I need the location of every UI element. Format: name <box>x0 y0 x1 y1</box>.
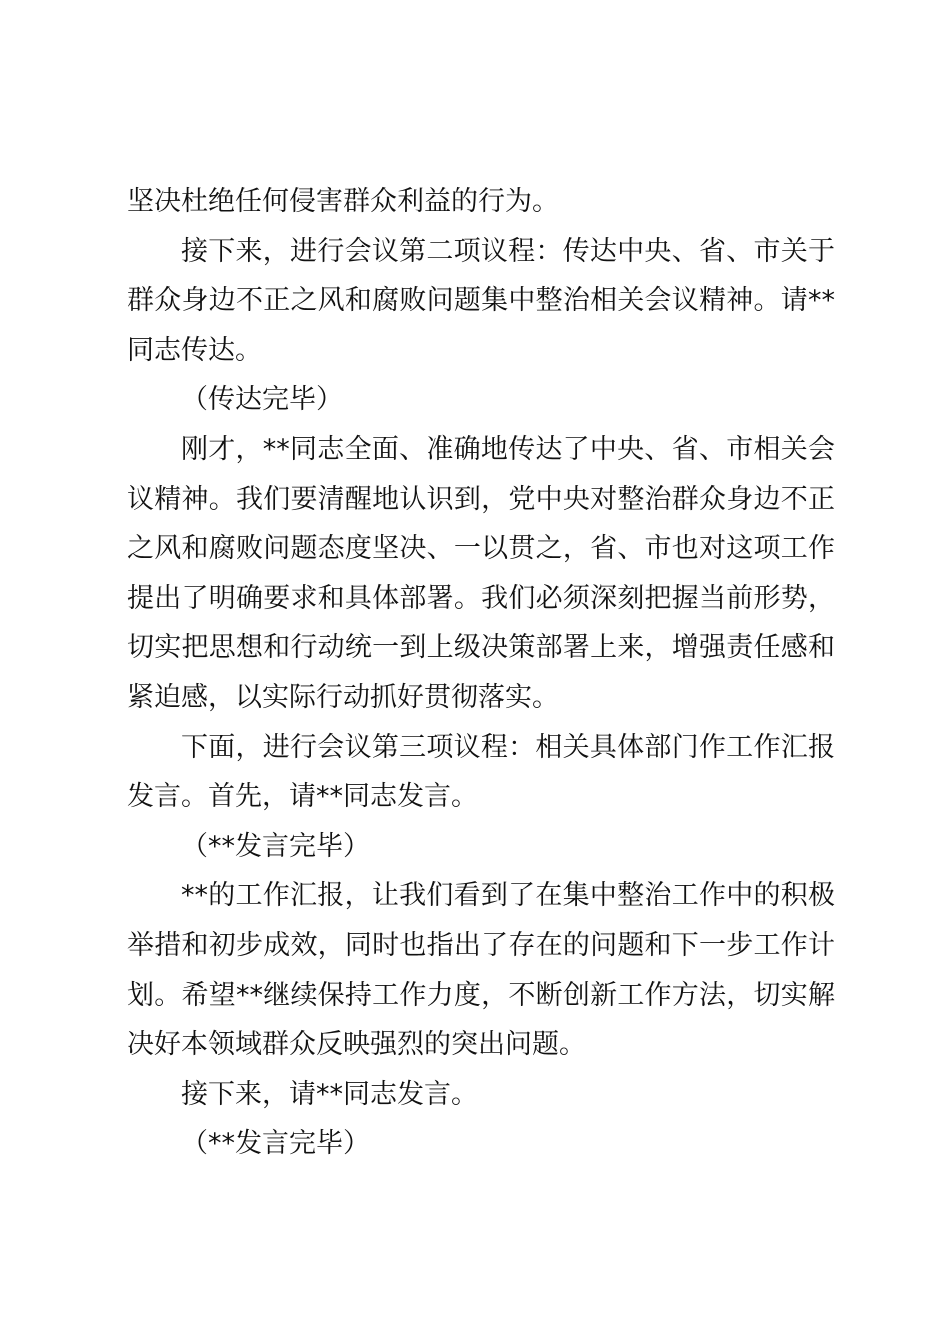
paragraph-continuation: 坚决杜绝任何侵害群众利益的行为。 <box>127 186 559 217</box>
paragraph-next-speaker: 接下来，请**同志发言。 <box>181 1078 478 1110</box>
paragraph-summary-remarks: 刚才，**同志全面、准确地传达了中央、省、市相关会议精神。我们要清醒地认识到，党中央对整治群众身边不正之风和腐败问题态度坚决、一以贯之，省、市也对这项工作提出了明确要求和具体部署。我们必须深刻把握当前形势，切实把思想和行动统一到上级决策部署上来，增强责任感和紧迫感，以实际行动抓好贯彻落实。 <box>127 433 835 713</box>
stage-note-speech-complete-2: （**发言完毕） <box>181 1128 370 1160</box>
paragraph-report-comments: **的工作汇报，让我们看到了在集中整治工作中的积极举措和初步成效，同时也指出了存在的问题和下一步工作计划。希望**继续保持工作力度，不断创新工作方法，切实解决好本领域群众反映强烈的突出问题。 <box>127 880 835 1061</box>
stage-note-relay-complete: （传达完毕） <box>181 384 343 416</box>
stage-note-speech-complete-1: （**发言完毕） <box>181 830 370 862</box>
paragraph-agenda-item-two: 接下来，进行会议第二项议程：传达中央、省、市关于群众身边不正之风和腐败问题集中整治相关会议精神。请**同志传达。 <box>127 235 835 366</box>
paragraph-agenda-item-three: 下面，进行会议第三项议程：相关具体部门作工作汇报发言。首先，请**同志发言。 <box>127 731 835 813</box>
document-body <box>127 177 835 1169</box>
